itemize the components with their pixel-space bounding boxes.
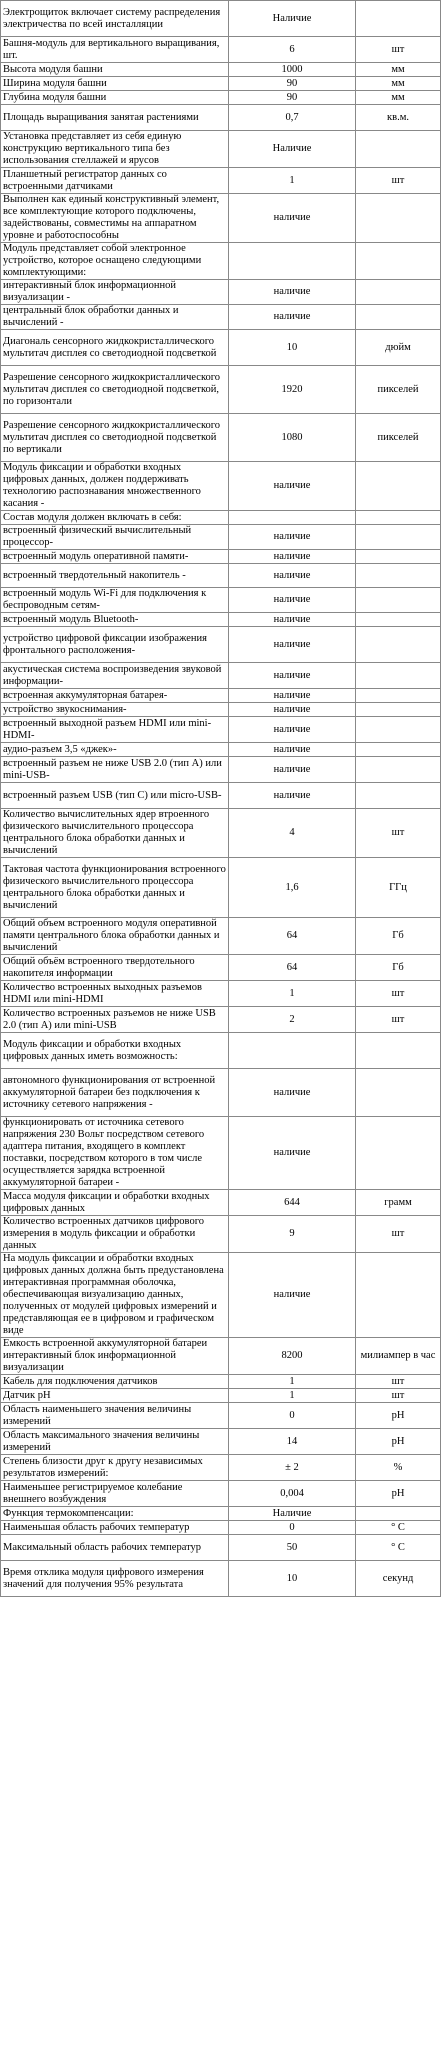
param-unit-cell: [356, 511, 441, 525]
param-value-cell: наличие: [229, 1069, 356, 1117]
param-unit-cell: [356, 305, 441, 330]
table-row: [1, 858, 441, 918]
param-name-cell: аудио-разъем 3,5 «джек»-: [1, 743, 229, 757]
param-name-cell: Модуль представляет собой электронное устройство, которое оснащено следующими комплектующими:: [1, 243, 229, 280]
param-unit-cell: %: [356, 1455, 441, 1481]
param-value-cell: [229, 243, 356, 280]
table-row: [1, 1429, 441, 1455]
table-row: [1, 918, 441, 955]
param-name-cell: Общий объем встроенного модуля оперативной памяти центрального блока обработки данных и вычислений: [1, 918, 229, 955]
param-value-cell: наличие: [229, 462, 356, 511]
param-unit-cell: шт: [356, 1389, 441, 1403]
param-name-cell: Общий объём встроенного твердотельного накопителя информации: [1, 955, 229, 981]
table-row: [1, 1, 441, 37]
param-unit-cell: шт: [356, 168, 441, 194]
table-row: [1, 194, 441, 243]
param-value-cell: 90: [229, 91, 356, 105]
param-value-cell: ± 2: [229, 1455, 356, 1481]
table-row: [1, 1375, 441, 1389]
table-row: [1, 1455, 441, 1481]
param-value-cell: 10: [229, 330, 356, 366]
param-name-cell: встроенный выходной разъем HDMI или mini-HDMI-: [1, 717, 229, 743]
param-name-cell: Состав модуля должен включать в себя:: [1, 511, 229, 525]
param-unit-cell: мм: [356, 77, 441, 91]
param-name-cell: Количество встроенных выходных разъемов HDMI или mini-HDMI: [1, 981, 229, 1007]
param-unit-cell: [356, 717, 441, 743]
table-row: [1, 105, 441, 131]
param-value-cell: 1920: [229, 366, 356, 414]
table-row: [1, 663, 441, 689]
table-row: [1, 63, 441, 77]
param-name-cell: Глубина модуля башни: [1, 91, 229, 105]
table-row: [1, 743, 441, 757]
param-unit-cell: [356, 462, 441, 511]
param-unit-cell: [356, 243, 441, 280]
param-unit-cell: [356, 689, 441, 703]
param-value-cell: 1: [229, 1389, 356, 1403]
param-value-cell: наличие: [229, 743, 356, 757]
param-value-cell: наличие: [229, 1253, 356, 1338]
table-row: [1, 1007, 441, 1033]
param-unit-cell: pH: [356, 1429, 441, 1455]
param-name-cell: встроенный разъем USB (тип С) или micro-USB-: [1, 783, 229, 809]
table-row: [1, 627, 441, 663]
param-unit-cell: [356, 663, 441, 689]
param-unit-cell: [356, 1117, 441, 1190]
table-row: [1, 981, 441, 1007]
param-unit-cell: шт: [356, 1216, 441, 1253]
param-unit-cell: [356, 1507, 441, 1521]
table-row: [1, 564, 441, 588]
param-value-cell: 64: [229, 955, 356, 981]
table-row: [1, 37, 441, 63]
param-name-cell: Планшетный регистратор данных со встроенными датчиками: [1, 168, 229, 194]
param-unit-cell: [356, 743, 441, 757]
param-name-cell: Разрешение сенсорного жидкокристаллического мультитач дисплея со светодиодной подсветкой по вертикали: [1, 414, 229, 462]
table-row: [1, 783, 441, 809]
param-name-cell: Наименьшая область рабочих температур: [1, 1521, 229, 1535]
table-row: [1, 330, 441, 366]
param-value-cell: 1080: [229, 414, 356, 462]
param-unit-cell: шт: [356, 981, 441, 1007]
param-name-cell: Площадь выращивания занятая растениями: [1, 105, 229, 131]
param-value-cell: наличие: [229, 525, 356, 550]
param-unit-cell: секунд: [356, 1561, 441, 1597]
param-value-cell: 0,004: [229, 1481, 356, 1507]
param-unit-cell: шт: [356, 809, 441, 858]
param-name-cell: Высота модуля башни: [1, 63, 229, 77]
param-unit-cell: [356, 550, 441, 564]
table-row: [1, 1481, 441, 1507]
param-name-cell: интерактивный блок информационной визуализации -: [1, 280, 229, 305]
table-row: [1, 1507, 441, 1521]
table-row: [1, 280, 441, 305]
spec-table-body: [1, 1, 441, 1597]
param-name-cell: Степень близости друг к другу независимых результатов измерений:: [1, 1455, 229, 1481]
param-value-cell: 644: [229, 1190, 356, 1216]
param-unit-cell: мм: [356, 63, 441, 77]
table-row: [1, 1216, 441, 1253]
param-value-cell: 64: [229, 918, 356, 955]
param-name-cell: встроенный модуль Wi-Fi для подключения к беспроводным сетям-: [1, 588, 229, 613]
param-value-cell: 1,6: [229, 858, 356, 918]
param-name-cell: Модуль фиксации и обработки входных цифровых данных иметь возможность:: [1, 1033, 229, 1069]
param-value-cell: 1000: [229, 63, 356, 77]
param-unit-cell: ГГц: [356, 858, 441, 918]
table-row: [1, 131, 441, 168]
param-value-cell: [229, 1033, 356, 1069]
param-unit-cell: [356, 1, 441, 37]
param-name-cell: Разрешение сенсорного жидкокристаллического мультитач дисплея со светодиодной подсветкой, по горизонтали: [1, 366, 229, 414]
param-unit-cell: [356, 1069, 441, 1117]
table-row: [1, 168, 441, 194]
param-unit-cell: [356, 703, 441, 717]
param-value-cell: 0: [229, 1403, 356, 1429]
param-value-cell: наличие: [229, 550, 356, 564]
param-name-cell: устройство звукоснимания-: [1, 703, 229, 717]
table-row: [1, 1033, 441, 1069]
param-value-cell: наличие: [229, 280, 356, 305]
table-row: [1, 305, 441, 330]
table-row: [1, 588, 441, 613]
param-value-cell: наличие: [229, 689, 356, 703]
param-unit-cell: [356, 1033, 441, 1069]
param-name-cell: Наименьшее регистрируемое колебание внешнего возбуждения: [1, 1481, 229, 1507]
param-value-cell: 9: [229, 1216, 356, 1253]
table-row: [1, 689, 441, 703]
param-unit-cell: дюйм: [356, 330, 441, 366]
param-value-cell: 1: [229, 168, 356, 194]
param-unit-cell: [356, 613, 441, 627]
param-name-cell: Электрощиток включает систему распределения электричества по всей инсталляции: [1, 1, 229, 37]
param-name-cell: Функция термокомпенсации:: [1, 1507, 229, 1521]
table-row: [1, 703, 441, 717]
param-value-cell: 90: [229, 77, 356, 91]
param-value-cell: наличие: [229, 627, 356, 663]
param-value-cell: 2: [229, 1007, 356, 1033]
param-value-cell: 14: [229, 1429, 356, 1455]
table-row: [1, 525, 441, 550]
param-name-cell: Масса модуля фиксации и обработки входных цифровых данных: [1, 1190, 229, 1216]
param-name-cell: Выполнен как единый конструктивный элемент, все комплектующие которого подключены, задействованы, совместимы на аппаратном уровне и работоспособны: [1, 194, 229, 243]
param-name-cell: Башня-модуль для вертикального выращивания, шт.: [1, 37, 229, 63]
table-row: [1, 1069, 441, 1117]
param-name-cell: Кабель для подключения датчиков: [1, 1375, 229, 1389]
param-unit-cell: шт: [356, 37, 441, 63]
param-unit-cell: кв.м.: [356, 105, 441, 131]
param-value-cell: наличие: [229, 1117, 356, 1190]
param-value-cell: наличие: [229, 194, 356, 243]
param-value-cell: наличие: [229, 663, 356, 689]
param-unit-cell: шт: [356, 1375, 441, 1389]
param-unit-cell: пикселей: [356, 366, 441, 414]
table-row: [1, 91, 441, 105]
table-row: [1, 462, 441, 511]
param-value-cell: Наличие: [229, 1, 356, 37]
param-name-cell: встроенная аккумуляторная батарея-: [1, 689, 229, 703]
param-name-cell: Количество встроенных разъемов не ниже USB 2.0 (тип A) или mini-USB: [1, 1007, 229, 1033]
table-row: [1, 1338, 441, 1375]
table-row: [1, 757, 441, 783]
table-row: [1, 550, 441, 564]
param-unit-cell: мм: [356, 91, 441, 105]
param-name-cell: встроенный модуль оперативной памяти-: [1, 550, 229, 564]
param-value-cell: 4: [229, 809, 356, 858]
param-name-cell: Область наименьшего значения величины измерений: [1, 1403, 229, 1429]
param-unit-cell: [356, 194, 441, 243]
param-name-cell: акустическая система воспроизведения звуковой информации-: [1, 663, 229, 689]
param-value-cell: 0,7: [229, 105, 356, 131]
param-value-cell: Наличие: [229, 131, 356, 168]
param-name-cell: устройство цифровой фиксации изображения фронтального расположения-: [1, 627, 229, 663]
param-name-cell: Диагональ сенсорного жидкокристаллического мультитач дисплея со светодиодной подсветкой: [1, 330, 229, 366]
param-value-cell: Наличие: [229, 1507, 356, 1521]
param-value-cell: наличие: [229, 717, 356, 743]
param-unit-cell: грамм: [356, 1190, 441, 1216]
param-unit-cell: ° C: [356, 1535, 441, 1561]
table-row: [1, 1561, 441, 1597]
table-row: [1, 77, 441, 91]
param-value-cell: наличие: [229, 703, 356, 717]
param-unit-cell: милиампер в час: [356, 1338, 441, 1375]
table-row: [1, 1190, 441, 1216]
table-row: [1, 243, 441, 280]
param-unit-cell: pH: [356, 1481, 441, 1507]
param-name-cell: Максимальный область рабочих температур: [1, 1535, 229, 1561]
table-row: [1, 1253, 441, 1338]
param-name-cell: встроенный разъем не ниже USB 2.0 (тип A) или mini-USB-: [1, 757, 229, 783]
param-value-cell: наличие: [229, 564, 356, 588]
param-unit-cell: Гб: [356, 918, 441, 955]
param-name-cell: Датчик pH: [1, 1389, 229, 1403]
param-name-cell: встроенный физический вычислительный процессор-: [1, 525, 229, 550]
param-name-cell: центральный блок обработки данных и вычислений -: [1, 305, 229, 330]
table-row: [1, 414, 441, 462]
param-unit-cell: [356, 131, 441, 168]
param-name-cell: Ширина модуля башни: [1, 77, 229, 91]
table-row: [1, 955, 441, 981]
param-unit-cell: [356, 627, 441, 663]
table-row: [1, 1389, 441, 1403]
param-value-cell: 10: [229, 1561, 356, 1597]
param-unit-cell: шт: [356, 1007, 441, 1033]
param-name-cell: Емкость встроенной аккумуляторной батареи интерактивный блок информационной визуализации: [1, 1338, 229, 1375]
param-unit-cell: ° C: [356, 1521, 441, 1535]
param-unit-cell: [356, 588, 441, 613]
param-name-cell: автономного функционирования от встроенной аккумуляторной батареи без подключения к источнику сетевого напряжения -: [1, 1069, 229, 1117]
param-unit-cell: [356, 783, 441, 809]
table-row: [1, 1117, 441, 1190]
table-row: [1, 1521, 441, 1535]
table-row: [1, 717, 441, 743]
param-name-cell: Модуль фиксации и обработки входных цифровых данных, должен поддерживать технологию распознавания множественного касания -: [1, 462, 229, 511]
table-row: [1, 1403, 441, 1429]
param-value-cell: 1: [229, 981, 356, 1007]
param-value-cell: 0: [229, 1521, 356, 1535]
param-value-cell: 6: [229, 37, 356, 63]
param-unit-cell: пикселей: [356, 414, 441, 462]
param-name-cell: На модуль фиксации и обработки входных цифровых данных должна быть предустановлена интерактивная программная оболочка, обеспечивающая визуализацию данных, полученных от модулей цифровых измерений и представляющая ее в цифровом и графическом виде: [1, 1253, 229, 1338]
param-name-cell: Количество встроенных датчиков цифрового измерения в модуль фиксации и обработки данных: [1, 1216, 229, 1253]
param-name-cell: функционировать от источника сетевого напряжения 230 Вольт посредством сетевого адаптера питания, входящего в комплект поставки, посредством которого в том числе осуществляется зарядка встроенной аккумуляторной батареи -: [1, 1117, 229, 1190]
param-unit-cell: [356, 564, 441, 588]
param-name-cell: встроенный твердотельный накопитель -: [1, 564, 229, 588]
table-row: [1, 511, 441, 525]
param-value-cell: 8200: [229, 1338, 356, 1375]
table-row: [1, 1535, 441, 1561]
param-name-cell: Время отклика модуля цифрового измерения значений для получения 95% результата: [1, 1561, 229, 1597]
param-unit-cell: pH: [356, 1403, 441, 1429]
table-row: [1, 809, 441, 858]
param-name-cell: Количество вычислительных ядер втроенного физического вычислительного процессора центрального блока обработки данных и вычислений: [1, 809, 229, 858]
table-row: [1, 613, 441, 627]
table-row: [1, 366, 441, 414]
param-unit-cell: [356, 1253, 441, 1338]
param-value-cell: наличие: [229, 588, 356, 613]
param-value-cell: наличие: [229, 613, 356, 627]
param-name-cell: Установка представляет из себя единую конструкцию вертикального типа без использования стеллажей и ярусов: [1, 131, 229, 168]
param-name-cell: Тактовая частота функционирования встроенного физического вычислительного процессора центрального блока обработки данных и вычислений: [1, 858, 229, 918]
param-unit-cell: [356, 757, 441, 783]
param-name-cell: Область максимального значения величины измерений: [1, 1429, 229, 1455]
param-value-cell: наличие: [229, 305, 356, 330]
param-value-cell: наличие: [229, 783, 356, 809]
param-value-cell: 50: [229, 1535, 356, 1561]
param-unit-cell: [356, 280, 441, 305]
param-value-cell: 1: [229, 1375, 356, 1389]
param-name-cell: встроенный модуль Bluetooth-: [1, 613, 229, 627]
param-unit-cell: Гб: [356, 955, 441, 981]
param-value-cell: [229, 511, 356, 525]
param-value-cell: наличие: [229, 757, 356, 783]
param-unit-cell: [356, 525, 441, 550]
